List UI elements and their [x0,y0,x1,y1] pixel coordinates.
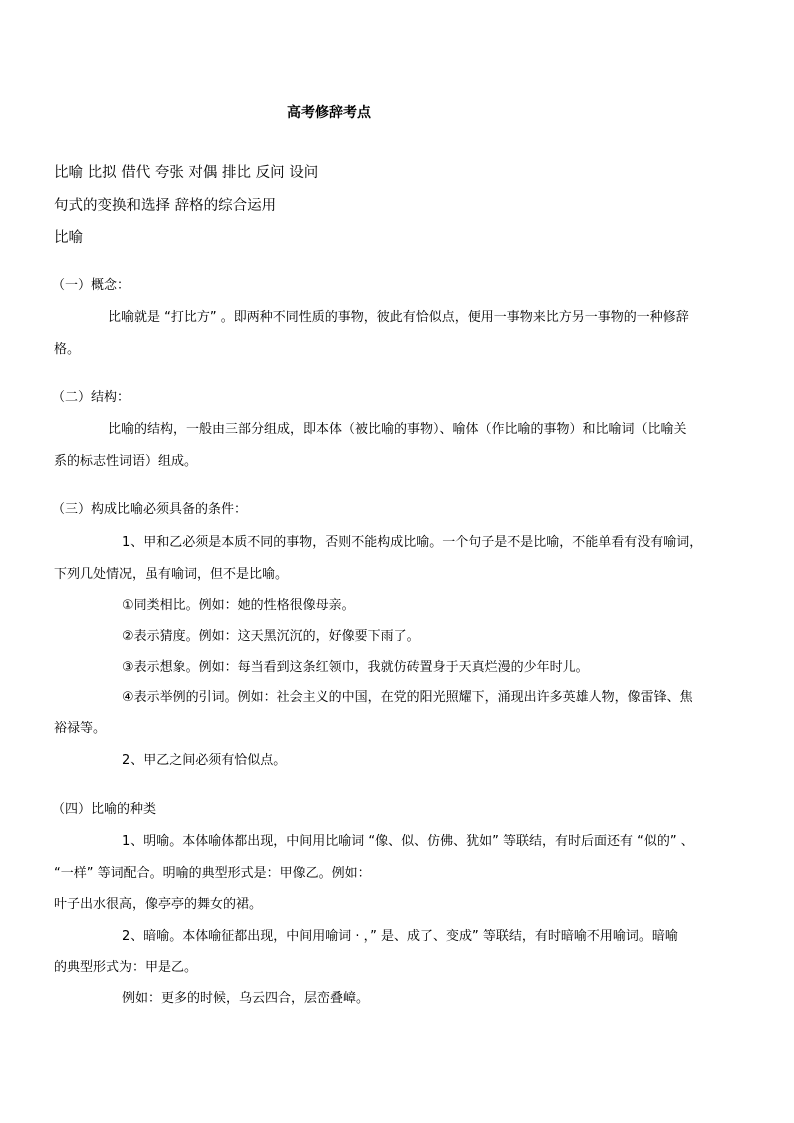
condition-1-line-2: 下列几处情况，虽有喻词，但不是比喻。 [54,567,289,582]
example-3: ③表示想象。例如：每当看到这条红领巾，我就仿砖置身于天真烂漫的少年时儿。 [122,660,589,675]
type-1-line-1: 1、明喻。本体喻体都出现，中间用比喻词 “像、似、仿佛、犹如” 等联结，有时后面还有 “似的” 、 [122,834,694,849]
example-4-line-1: ④表示举例的引词。例如：社会主义的中国，在党的阳光照耀下，涌现出许多英雄人物，像雷锋、焦 [122,690,693,705]
concept-paragraph-line-1: 比喻就是 “打比方” 。即两种不同性质的事物，彼此有恰似点，便用一事物来比方另一事物的一种修辞 [108,310,689,325]
type-2-line-3: 例如：更多的时候，乌云四合，层峦叠嶂。 [122,991,370,1006]
structure-paragraph-line-1: 比喻的结构，一般由三部分组成，即本体（被比喻的事物）、喻体（作比喻的事物）和比喻词（比喻关 [108,422,687,437]
type-2-line-2: 的典型形式为：甲是乙。 [54,960,198,975]
condition-2: 2、甲乙之间必须有恰似点。 [122,753,287,768]
conditions-heading: （三）构成比喻必须具备的条件： [52,502,248,517]
page-title: 高考修辞考点 [287,105,371,121]
structure-paragraph-line-2: 系的标志性词语）组成。 [54,454,198,469]
condition-1-line-1: 1、甲和乙必须是本质不同的事物，否则不能构成比喻。一个句子是不是比喻，不能单看有没有喻词， [122,535,703,550]
type-1-line-3: 叶子出水很高，像亭亭的舞女的裙。 [54,897,263,912]
types-heading: （四）比喻的种类 [52,802,157,817]
example-4-line-2: 裕禄等。 [54,721,107,736]
example-1: ①同类相比。例如：她的性格很像母亲。 [122,598,355,613]
concept-paragraph-line-2: 格。 [54,342,81,357]
section-heading: 比喻 [54,230,83,246]
type-1-line-2: “一样” 等词配合。明喻的典型形式是：甲像乙。例如： [54,866,371,881]
topics-line-1: 比喻 比拟 借代 夸张 对偶 排比 反问 设问 [54,165,319,181]
structure-heading: （二）结构： [52,390,131,405]
topics-line-2: 句式的变换和选择 辞格的综合运用 [54,198,277,214]
concept-heading: （一）概念： [52,278,131,293]
type-2-line-1: 2、暗喻。本体喻征都出现，中间用喻词 · ，” 是、成了、变成” 等联结，有时暗喻不用喻词。暗喻 [122,929,678,944]
example-2: ②表示猜度。例如：这天黑沉沉的，好像要下雨了。 [122,629,420,644]
